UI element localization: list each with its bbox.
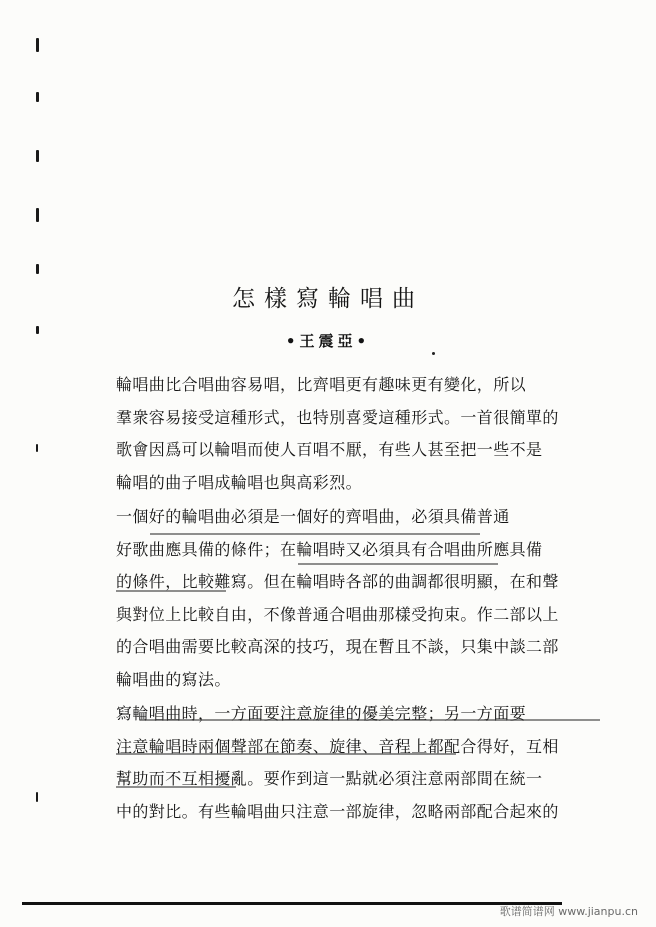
binding-mark bbox=[36, 38, 39, 52]
author-name: •王震亞• bbox=[285, 332, 371, 350]
binding-mark bbox=[36, 150, 39, 162]
text-line: 一個好的輪唱曲必須是一個好的齊唱曲，必須具備普通 bbox=[116, 507, 510, 526]
pen-underline bbox=[116, 753, 456, 757]
text-line: 注意輪唱時兩個聲部在節奏、旋律、音程上都配合得好，互相 bbox=[116, 736, 559, 756]
text-line: 輪唱的曲子唱成輪唱也與高彩烈。 bbox=[116, 472, 363, 492]
paragraph-2 bbox=[116, 501, 602, 696]
paragraph-1 bbox=[116, 369, 602, 499]
text-line: 與對位上比較自由，不像普通合唱曲那樣受拘束。作二部以上 bbox=[116, 604, 559, 624]
bottom-rule bbox=[22, 902, 562, 905]
text-line: 幫助而不互相擾亂。要作到這一點就必須注意兩部間在統一 bbox=[116, 769, 543, 788]
pen-underline bbox=[116, 590, 226, 594]
article-title: 怎樣寫輪唱曲 bbox=[232, 286, 424, 312]
pen-underline bbox=[116, 786, 236, 790]
text-line: 羣衆容易接受這種形式，也特別喜愛這種形式。一首很簡單的 bbox=[116, 407, 559, 427]
binding-mark bbox=[36, 92, 39, 102]
pen-underline bbox=[150, 533, 480, 537]
text-line: 的合唱曲需要比較高深的技巧，現在暫且不談，只集中談二部 bbox=[116, 637, 559, 656]
binding-marks bbox=[32, 30, 46, 830]
scan-speck bbox=[432, 352, 435, 355]
site-watermark: 歌谱简谱网 www.jianpu.cn bbox=[499, 905, 638, 918]
pen-underline bbox=[298, 563, 498, 567]
text-line: 輪唱曲比合唱曲容易唱，比齊唱更有趣味更有變化，所以 bbox=[116, 375, 527, 394]
text-line: 的條件，比較難寫。但在輪唱時各部的曲調都很明顯，在和聲 bbox=[116, 572, 559, 591]
text-line: 輪唱曲的寫法。 bbox=[116, 669, 231, 689]
text-line: 好歌曲應具備的條件；在輪唱時又必須具有合唱曲所應具備 bbox=[116, 539, 543, 559]
binding-mark bbox=[36, 264, 39, 274]
binding-mark bbox=[36, 792, 38, 802]
binding-mark bbox=[36, 208, 39, 222]
text-line: 中的對比。有些輪唱曲只注意一部旋律，忽略兩部配合起來的 bbox=[116, 801, 559, 821]
paragraph-3 bbox=[116, 698, 602, 828]
text-line: 寫輪唱曲時，一方面要注意旋律的優美完整；另一方面要 bbox=[116, 704, 527, 723]
pen-underline bbox=[140, 719, 600, 723]
text-line: 歌會因爲可以輪唱而使人百唱不厭，有些人甚至把一些不是 bbox=[116, 440, 543, 459]
article-body bbox=[116, 369, 602, 828]
binding-mark bbox=[36, 444, 38, 452]
